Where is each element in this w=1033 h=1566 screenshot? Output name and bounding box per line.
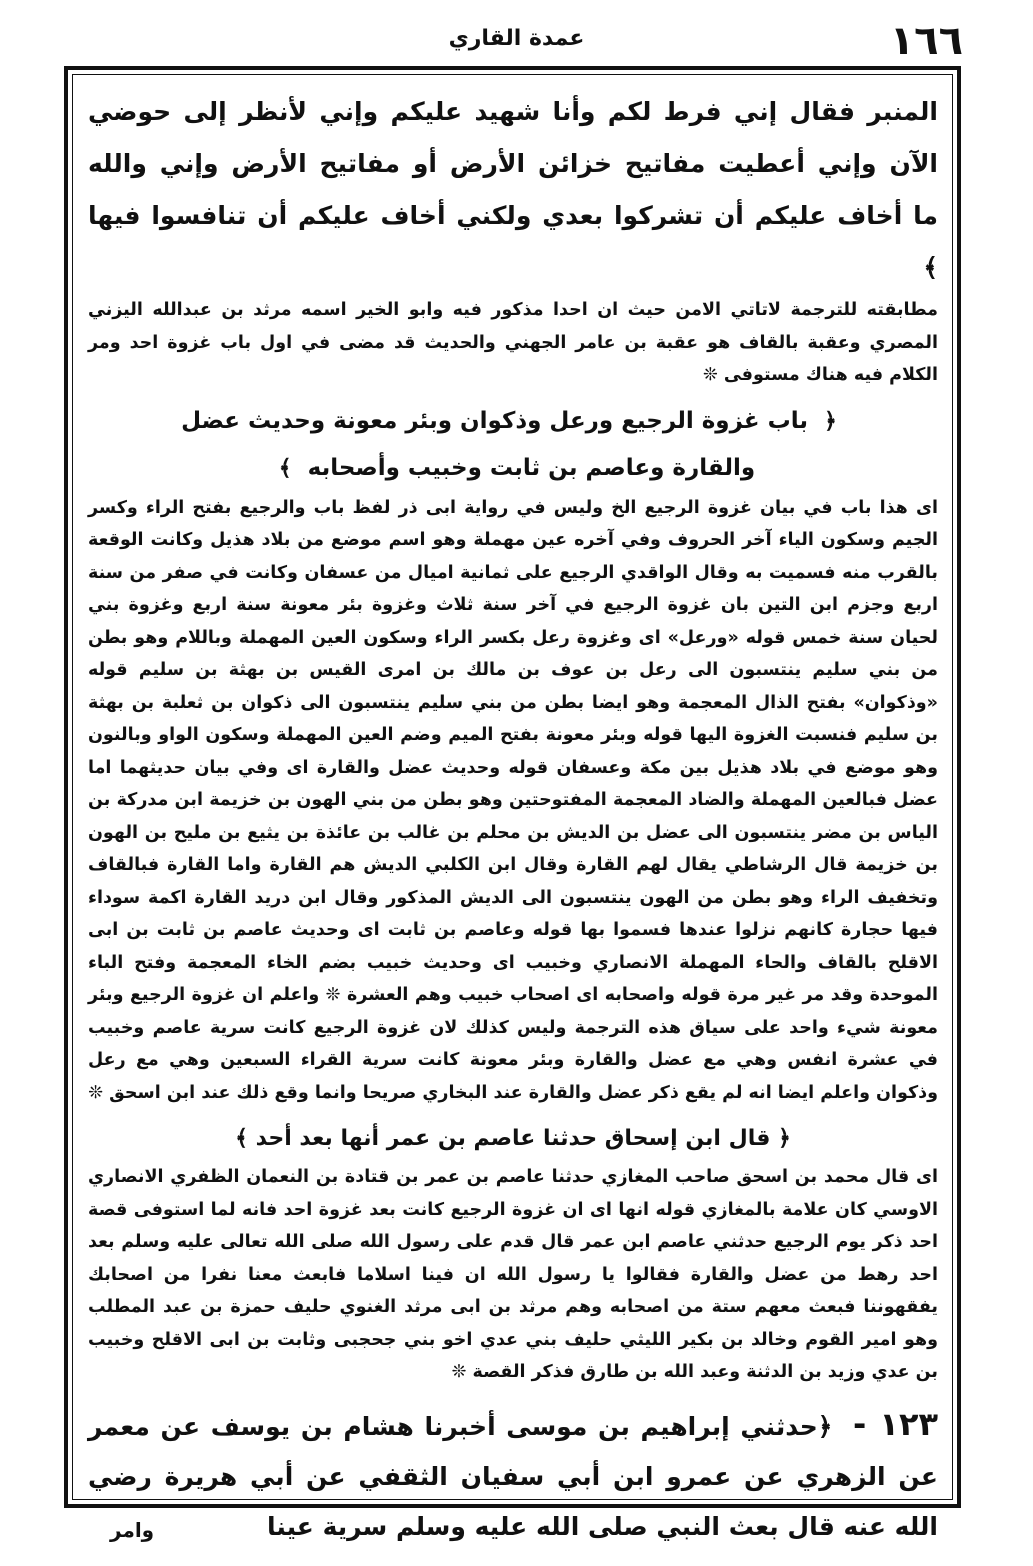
catchword: وامر (110, 1518, 155, 1542)
commentary-paragraph-1: مطابقته للترجمة لاتاتي الامن حيث ان احدا مذكور فيه وابو الخير اسمه مرثد بن عبدالله اليزني المصري وعقبة بالقاف هو عقبة بن عامر الجهني والحديث قد مضى في اول باب غزوة احد ومر الكلام فيه هناك مستوفى ❊ (88, 300, 938, 385)
hadith-number: ١٢٣ - (853, 1404, 938, 1443)
isnad-heading: ﴿ قال ابن إسحاق حدثنا عاصم بن عمر أنها بعد أحد ﴾ (235, 1126, 791, 1151)
hadith-123-text: ﴿حدثني إبراهيم بن موسى أخبرنا هشام بن يوسف عن معمر عن الزهري عن عمرو ابن أبي سفيان الثقفي عن أبي هريرة رضي الله عنه قال بعث النبي صلى الله عليه وسلم سرية عينا (88, 1411, 938, 1541)
ornament-close: ﴾ (278, 455, 292, 481)
page-number: ١٦٦ (889, 18, 963, 64)
hadith-123 (88, 1399, 938, 1552)
hadith-text: المنبر فقال إني فرط لكم وأنا شهيد عليكم وإني لأنظر إلى حوضي الآن وإني أعطيت مفاتيح خزائن الأرض أو مفاتيح الأرض وإني والله ما أخاف عليكم أن تشركوا بعدي ولكني أخاف عليكم أن تنافسوا فيها ﴾ (88, 97, 938, 282)
chapter-heading-text-1: باب غزوة الرجيع ورعل وذكوان وبئر معونة وحديث عضل (181, 407, 809, 434)
page-header (70, 18, 963, 64)
chapter-heading-line-2 (88, 445, 938, 492)
ornament-open: ﴿ (824, 408, 837, 434)
chapter-heading (88, 398, 938, 492)
chapter-heading-line-1 (88, 398, 938, 445)
chapter-heading-text-2: والقارة وعاصم بن ثابت وخبيب وأصحابه (307, 454, 756, 481)
running-head: عمدة القاري (448, 26, 585, 51)
commentary-paragraph-3: اى قال محمد بن اسحق صاحب المغازي حدثنا عاصم بن عمر بن قتادة بن النعمان الظفري الانصاري الاوسي كان علامة بالمغازي قوله انها اى ان غزوة الرجيع كانت بعد غزوة احد فانه لما استوفى قصة احد ذكر يوم الرجيع حدثني عاصم ابن عمر قال قدم على رسول الله صلى الله تعالى عليه وسلم بعد احد رهط من عضل والقارة فقالوا يا رسول الله ان فينا اسلاما فابعث معنا نفرا من اصحابك يفقهوننا فبعث معهم ستة من اصحابه وهم مرثد بن ابى مرثد الغنوي حليف حمزة بن عبد المطلب وهو امير القوم وخالد بن بكير الليثي حليف بني عدي اخو بني جحجبى وثابت بن ابى الاقلح وخبيب بن عدي وزيد بن الدثنة وعبد الله بن طارق فذكر القصة ❊ (88, 1167, 938, 1382)
commentary-paragraph-2: اى هذا باب في بيان غزوة الرجيع الخ وليس في رواية ابى ذر لفظ باب والرجيع بفتح الراء وكسر الجيم وسكون الياء آخر الحروف وفي آخره عين مهملة وهو اسم موضع من بلاد هذيل وكانت الوقعة بالقرب منه فسميت به وقال الواقدي الرجيع على ثمانية اميال من عسفان وكانت في صفر من سنة اربع وجزم ابن التين بان غزوة الرجيع في آخر سنة ثلاث وغزوة بئر معونة سنة اربع وغزوة بني لحيان سنة خمس قوله «ورعل» اى وغزوة رعل بكسر الراء وسكون العين المهملة وباللام وهو بطن من بني سليم ينتسبون الى رعل بن عوف بن مالك بن امرى القيس بن بهثة بن سليم قوله «وذكوان» بفتح الذال المعجمة وهو ايضا بطن من بني سليم ينتسبون الى ذكوان بن ثعلبة بن بهثة بن سليم فنسبت الغزوة اليها قوله وبئر معونة بفتح الميم وضم العين المهملة وسكون الواو وبالنون وهو موضع في بلاد هذيل بين مكة وعسفان قوله وحديث عضل والقارة اى وفي بيان حديثهما اما عضل فبالعين المهملة والضاد المعجمة المفتوحتين وهو بطن من بني الهون بن خزيمة ابن مدركة بن الياس بن مضر ينتسبون الى عضل بن الديش بن محلم بن غالب بن عائذة بن يثيع بن مليح بن الهون بن خزيمة قال الرشاطي يقال لهم القارة وقال ابن الكلبي الديش هم القارة واما القارة فبالقاف وتخفيف الراء وهو بطن من الهون ينتسبون الى الديش المذكور وقال ابن دريد القارة اكمة سوداء فيها حجارة كانهم نزلوا عندها فسموا بها قوله وعاصم بن ثابت اى وحديث عاصم بن ثابت بن ابى الاقلح بالقاف والحاء المهملة الانصاري وخبيب اى وحديث خبيب بضم الخاء المعجمة وفتح الباء الموحدة وقد مر غير مرة قوله واصحابه اى اصحاب خبيب وهم العشرة ❊ واعلم ان غزوة الرجيع وبئر معونة شيء واحد على سياق هذه الترجمة وليس كذلك لان غزوة الرجيع كانت سرية عاصم وخبيب في عشرة انفس وهي مع عضل والقارة وبئر معونة كانت سرية القراء السبعين وهي مع رعل وذكوان واعلم ايضا انه لم يقع ذكر عضل والقارة عند البخاري صريحا وانما وقع ذلك عند ابن اسحق ❊ (88, 497, 938, 1103)
